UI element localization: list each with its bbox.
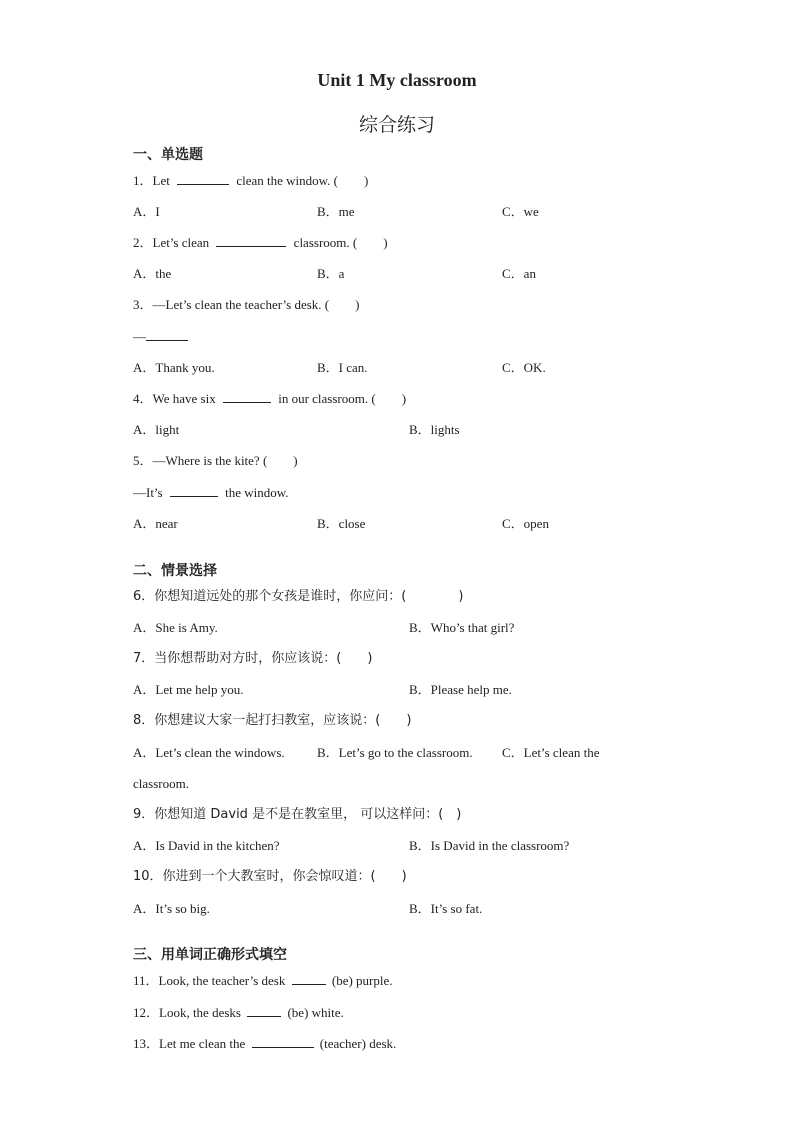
- question-13-pre: 13．Let me clean the: [133, 1036, 246, 1051]
- question-8: 8．你想建议大家一起打扫教室，应该说：( ): [133, 713, 412, 728]
- q3-option-a: A．Thank you.: [133, 360, 215, 375]
- answer-blank: [216, 234, 286, 247]
- page-title: Unit 1 My classroom: [317, 70, 477, 90]
- question-12-post: (be) white.: [287, 1005, 344, 1020]
- page-subtitle: 综合练习: [358, 114, 435, 136]
- q4-option-a: A．light: [133, 422, 180, 437]
- answer-blank: [247, 1004, 281, 1017]
- question-1: [133, 172, 368, 190]
- q10-option-a: A．It’s so big.: [133, 901, 210, 916]
- question-5-post: the window.: [225, 485, 289, 500]
- q5-option-b: B．close: [317, 516, 366, 531]
- question-3-reply: [133, 328, 188, 346]
- question-13: [133, 1035, 396, 1053]
- question-10: 10．你进到一个大教室时，你会惊叹道：( ): [133, 869, 407, 884]
- question-13-post: (teacher) desk.: [319, 1036, 397, 1051]
- q2-option-c: C．an: [502, 266, 536, 281]
- q6-option-a: A．She is Amy.: [133, 620, 218, 635]
- q9-option-a: A．Is David in the kitchen?: [133, 838, 280, 853]
- question-5-pre: —It’s: [133, 485, 163, 500]
- section-heading-3: 三、用单词正确形式填空: [133, 947, 287, 963]
- answer-blank: [146, 328, 188, 341]
- q8-option-c: C．Let’s clean the: [502, 745, 600, 760]
- q9-option-b: B．Is David in the classroom?: [409, 838, 570, 853]
- q7-option-b: B．Please help me.: [409, 682, 512, 697]
- question-1-post: clean the window. ( ): [236, 173, 369, 188]
- question-6: 6．你想知道远处的那个女孩是谁时，你应问：( ): [133, 589, 464, 604]
- answer-blank: [292, 972, 326, 985]
- q3-option-c: C．OK.: [502, 360, 546, 375]
- question-12: [133, 1004, 344, 1022]
- q5-option-c: C．open: [502, 516, 549, 531]
- q1-option-a: A．I: [133, 204, 160, 219]
- question-2-post: classroom. ( ): [293, 235, 388, 250]
- q3-option-b: B．I can.: [317, 360, 368, 375]
- answer-blank: [252, 1035, 314, 1048]
- q2-option-a: A．the: [133, 266, 172, 281]
- q1-option-c: C．we: [502, 204, 539, 219]
- question-5-reply: [133, 484, 289, 502]
- question-11: [133, 972, 393, 990]
- question-5: 5．—Where is the kite? ( ): [133, 453, 298, 468]
- section-heading-2: 二、情景选择: [133, 563, 217, 579]
- q8-option-b: B．Let’s go to the classroom.: [317, 745, 473, 760]
- question-4-post: in our classroom. ( ): [278, 391, 407, 406]
- answer-blank: [177, 172, 229, 185]
- q6-option-b: B．Who’s that girl?: [409, 620, 515, 635]
- q7-option-a: A．Let me help you.: [133, 682, 244, 697]
- question-7: 7．当你想帮助对方时，你应该说：( ): [133, 651, 373, 666]
- question-2-pre: 2．Let’s clean: [133, 235, 210, 250]
- section-heading-1: 一、单选题: [133, 147, 203, 163]
- q8-option-c-continued: classroom.: [133, 776, 189, 791]
- question-3: 3．—Let’s clean the teacher’s desk. ( ): [133, 297, 360, 312]
- reply-dash: —: [133, 329, 146, 344]
- q4-option-b: B．lights: [409, 422, 460, 437]
- q10-option-b: B．It’s so fat.: [409, 901, 483, 916]
- q8-option-a: A．Let’s clean the windows.: [133, 745, 285, 760]
- question-11-post: (be) purple.: [331, 973, 393, 988]
- question-9: 9．你想知道 David 是不是在教室里， 可以这样问：( ): [133, 807, 462, 822]
- question-4-pre: 4．We have six: [133, 391, 216, 406]
- question-4: [133, 390, 406, 408]
- q2-option-b: B．a: [317, 266, 345, 281]
- question-12-pre: 12．Look, the desks: [133, 1005, 241, 1020]
- question-2: [133, 234, 388, 252]
- question-1-pre: 1．Let: [133, 173, 170, 188]
- q5-option-a: A．near: [133, 516, 178, 531]
- answer-blank: [223, 390, 271, 403]
- question-11-pre: 11．Look, the teacher’s desk: [133, 973, 286, 988]
- q1-option-b: B．me: [317, 204, 355, 219]
- answer-blank: [170, 484, 218, 497]
